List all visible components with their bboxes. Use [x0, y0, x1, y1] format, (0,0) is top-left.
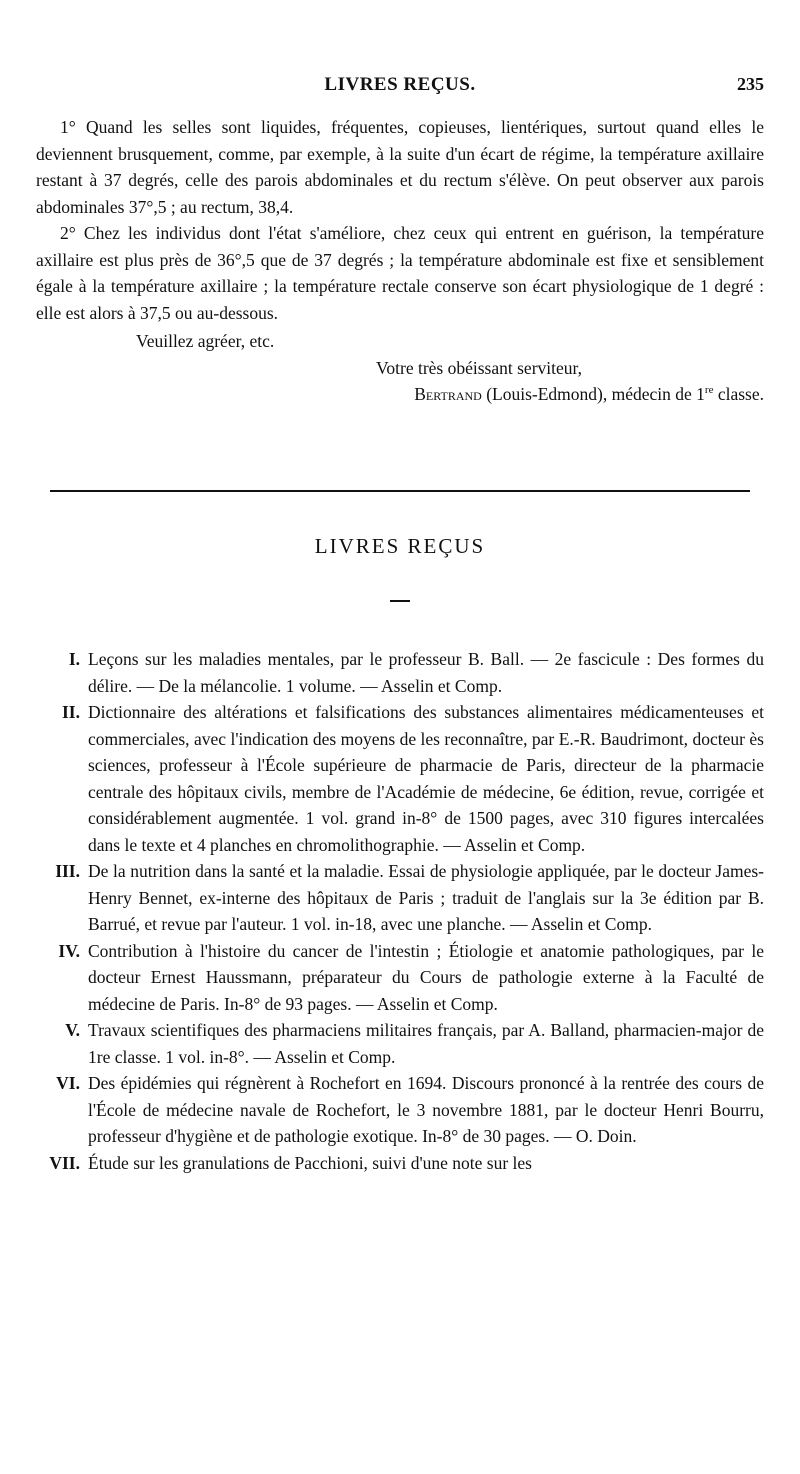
letter-signature [36, 381, 764, 408]
book-entry [36, 1070, 764, 1150]
book-entry [36, 938, 764, 1018]
book-number: VI. [56, 1073, 80, 1093]
letter-closing: Veuillez agréer, etc. [136, 331, 275, 351]
book-entry [36, 858, 764, 938]
book-number: I. [68, 649, 80, 669]
section-divider-rule [50, 490, 750, 492]
book-entry [36, 699, 764, 858]
signature-superscript: re [704, 384, 714, 397]
letter-signoff: Votre très obéissant serviteur, [376, 357, 583, 378]
book-text: Dictionnaire des altérations et falsifications des substances alimentaires médicamenteuses et commerciales, avec l'indication des moyens de les reconnaître, par E.-R. Baudrimont, docteur ès sciences, professeur à l'École supérieure de pharmacie de Paris, directeur de la pharmacie centrale des hôpitaux civils, membre de l'Académie de médecine, 6e édition, revue, corrigée et considérablement augmentée. 1 vol. grand in-8° de 1500 pages, avec 310 figures intercalées dans le texte et 4 planches en chromolithographie. — Asselin et Comp. [88, 702, 764, 855]
book-text: Contribution à l'histoire du cancer de l'intestin ; Étiologie et anatomie pathologiques, par le docteur Ernest Haussmann, préparateur du Cours de pathologie externe à la Faculté de médecine de Paris. In-8° de 93 pages. — Asselin et Comp. [88, 940, 764, 1014]
book-number: III. [55, 861, 80, 881]
book-list [36, 646, 764, 1176]
running-header [36, 74, 764, 104]
letter-paragraph-2: 2° Chez les individus dont l'état s'améliore, chez ceux qui entrent en guérison, la température axillaire est plus près de 36°,5 que de 37 degrés ; la température abdominale est fixe et sensiblement égale à la température axillaire ; la température rectale conserve son écart physiologique de 1 degré : elle est alors à 37,5 ou au-dessous. [36, 223, 764, 323]
title-dash [390, 600, 410, 602]
book-text: Travaux scientifiques des pharmaciens militaires français, par A. Balland, pharmacien-major de 1re classe. 1 vol. in-8°. — Asselin et Comp. [88, 1020, 764, 1067]
book-text: Des épidémies qui régnèrent à Rochefort en 1694. Discours prononcé à la rentrée des cours de l'École de médecine navale de Rochefort, le 3 novembre 1881, par le docteur Henri Bourru, professeur d'hygiène et de pathologie exotique. In-8° de 30 pages. — O. Doin. [88, 1073, 764, 1146]
book-entry [36, 1150, 764, 1177]
letter-paragraph-1: 1° Quand les selles sont liquides, fréquentes, copieuses, lientériques, surtout quand elles le deviennent brusquement, comme, par exemple, à la suite d'un écart de régime, la température axillaire restant à 37 degrés, celle des parois abdominales et du rectum s'élève. On peut observer aux parois abdominales 37°,5 ; au rectum, 38,4. [36, 117, 764, 217]
signature-details: (Louis-Edmond), médecin de 1 [481, 384, 705, 404]
book-entry [36, 1017, 764, 1070]
signature-end: classe. [713, 384, 764, 404]
book-text: De la nutrition dans la santé et la maladie. Essai de physiologie appliquée, par le docteur James-Henry Bennet, ex-interne des hôpitaux de Paris ; traduit de l'anglais sur la 3e édition par B. Barrué, et revue par l'auteur. 1 vol. in-18, avec une planche. — Asselin et Comp. [88, 861, 764, 934]
section-title: LIVRES REÇUS [314, 534, 486, 558]
book-number: II. [62, 702, 80, 722]
book-entry [36, 646, 764, 699]
signature-name: Bertrand [414, 384, 482, 404]
running-title: LIVRES REÇUS. [324, 74, 476, 95]
book-number: VII. [49, 1152, 80, 1173]
letter-body [36, 114, 764, 408]
book-number: V. [65, 1020, 80, 1040]
book-text: Étude sur les granulations de Pacchioni, suivi d'une note sur les [88, 1152, 532, 1173]
book-number: IV. [58, 940, 80, 961]
page-number: 235 [737, 74, 764, 94]
book-text: Leçons sur les maladies mentales, par le professeur B. Ball. — 2e fascicule : Des formes du délire. — De la mélancolie. 1 volume. — Asselin et Comp. [88, 649, 764, 696]
